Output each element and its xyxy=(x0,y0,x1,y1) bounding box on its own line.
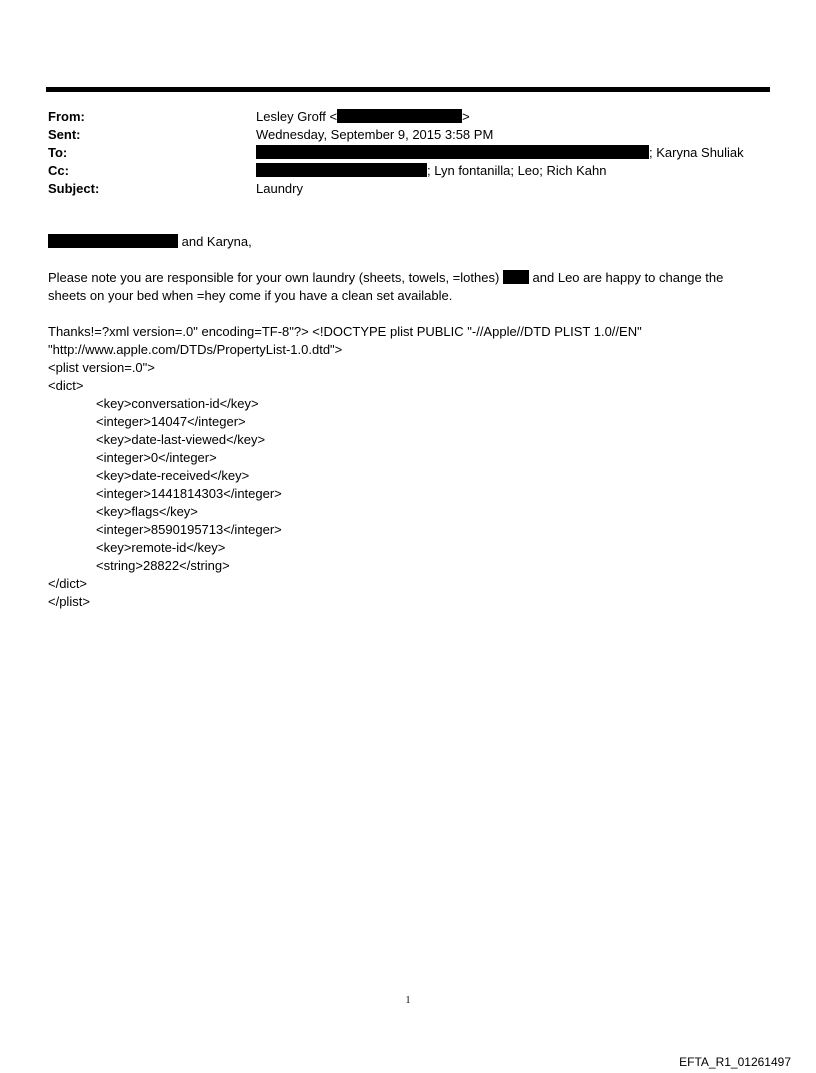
from-label: From: xyxy=(48,109,85,124)
sent-label: Sent: xyxy=(48,127,81,142)
dict-open: <dict> xyxy=(48,378,84,393)
dict-line: <string>28822</string> xyxy=(96,558,230,573)
dict-line: <key>flags</key> xyxy=(96,504,198,519)
greeting-line xyxy=(48,233,770,251)
dict-line: <integer>14047</integer> xyxy=(96,414,246,429)
email-header xyxy=(48,108,770,198)
greeting-text: and Karyna, xyxy=(181,234,252,249)
redaction-box xyxy=(256,145,649,159)
to-label: To: xyxy=(48,145,68,160)
dict-line: <integer>0</integer> xyxy=(96,450,217,465)
para1-text-b: and Leo are happy to change the xyxy=(532,270,724,285)
subject-value: Laundry xyxy=(256,181,303,196)
dict-close: </dict> xyxy=(48,576,88,591)
header-rule xyxy=(46,87,770,92)
plist-close: </plist> xyxy=(48,594,90,609)
document-id: EFTA_R1_01261497 xyxy=(679,1055,791,1069)
redaction-box xyxy=(256,163,427,177)
from-value: Lesley Groff < xyxy=(256,109,338,124)
plist-open: <plist version=.0"> xyxy=(48,360,155,375)
subject-row xyxy=(48,180,770,198)
paragraph-1 xyxy=(48,269,770,287)
subject-label: Subject: xyxy=(48,181,100,196)
to-row xyxy=(48,144,770,162)
sent-value: Wednesday, September 9, 2015 3:58 PM xyxy=(256,127,494,142)
to-value: ; Karyna Shuliak xyxy=(649,145,744,160)
from-row xyxy=(48,108,770,126)
thanks-line: Thanks!=?xml version=.0" encoding=TF-8"?> <!DOCTYPE plist PUBLIC "-//Apple//DTD PLIST 1.0//EN" xyxy=(48,324,642,339)
paragraph-1-cont: sheets on your bed when =hey come if you have a clean set available. xyxy=(48,288,453,303)
dtd-line: "http://www.apple.com/DTDs/PropertyList-1.0.dtd"> xyxy=(48,342,343,357)
cc-value: ; Lyn fontanilla; Leo; Rich Kahn xyxy=(427,163,607,178)
cc-row xyxy=(48,162,770,180)
para1-text-a: Please note you are responsible for your own laundry (sheets, towels, =lothes) xyxy=(48,270,500,285)
dict-line: <key>date-received</key> xyxy=(96,468,250,483)
redaction-box xyxy=(48,234,178,248)
dict-line: <key>remote-id</key> xyxy=(96,540,226,555)
email-body xyxy=(48,233,770,611)
dict-line: <integer>8590195713</integer> xyxy=(96,522,282,537)
dict-line: <key>conversation-id</key> xyxy=(96,396,259,411)
page-number: 1 xyxy=(405,995,411,1006)
sent-row xyxy=(48,126,770,144)
dict-line: <key>date-last-viewed</key> xyxy=(96,432,266,447)
redaction-box xyxy=(337,109,462,123)
cc-label: Cc: xyxy=(48,163,69,178)
redaction-box xyxy=(503,270,529,284)
dict-line: <integer>1441814303</integer> xyxy=(96,486,282,501)
from-close: > xyxy=(462,109,470,124)
